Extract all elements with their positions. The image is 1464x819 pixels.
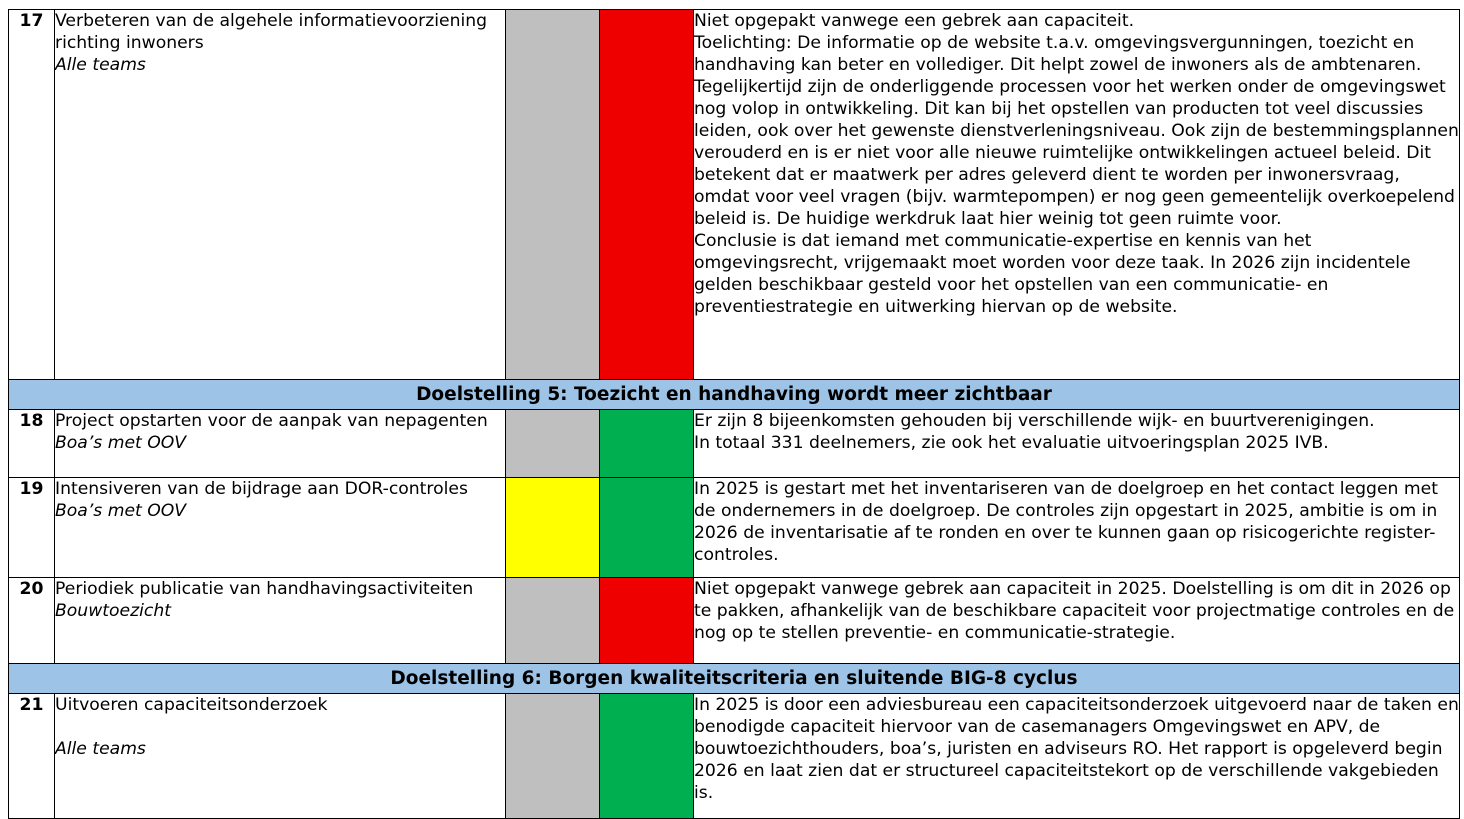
progress-description	[694, 478, 1460, 578]
responsible-team: Alle teams	[55, 55, 146, 75]
description-paragraph: Niet opgepakt vanwege gebrek aan capaciteit in 2025. Doelstelling is om dit in 2026 op te pakken, afhankelijk van de beschikbare capaciteit voor projectmatige controles en de nog op te stellen preventie- en communicatie-strategie.	[694, 579, 1455, 643]
action-number: 17	[9, 10, 55, 380]
action-title-cell	[55, 410, 506, 478]
action-title: Intensiveren van de bijdrage aan DOR-controles	[55, 479, 468, 499]
responsible-team: Bouwtoezicht	[55, 601, 171, 621]
status-cell-previous	[506, 10, 600, 380]
action-table	[8, 9, 1460, 819]
status-cell-previous	[506, 694, 600, 819]
description-paragraph: Conclusie is dat iemand met communicatie-expertise en kennis van het omgevingsrecht, vrijgemaakt moet worden voor deze taak. In 2026 zijn incidentele gelden beschikbaar gesteld voor het opstellen van een communicatie- en preventiestrategie en uitwerking hiervan op de website.	[694, 231, 1411, 317]
action-number: 21	[9, 694, 55, 819]
responsible-team: Boa’s met OOV	[55, 501, 187, 521]
goal-header-row	[9, 380, 1460, 410]
status-cell-current	[600, 10, 694, 380]
action-row	[9, 578, 1460, 664]
description-paragraph: In 2025 is door een adviesbureau een capaciteitsonderzoek uitgevoerd naar de taken en benodigde capaciteit hiervoor van de casemanagers Omgevingswet en APV, de bouwtoezichthouders, boa’s, juristen en adviseurs RO. Het rapport is opgeleverd begin 2026 en laat zien dat er structureel capaciteitstekort op de verschillende vakgebieden is.	[694, 695, 1459, 803]
status-cell-current	[600, 410, 694, 478]
goal-header: Doelstelling 5: Toezicht en handhaving wordt meer zichtbaar	[9, 380, 1460, 410]
status-cell-previous	[506, 578, 600, 664]
description-paragraph: In totaal 331 deelnemers, zie ook het evaluatie uitvoeringsplan 2025 IVB.	[694, 433, 1329, 453]
action-title: Periodiek publicatie van handhavingsactiviteiten	[55, 579, 474, 599]
action-number: 19	[9, 478, 55, 578]
action-row	[9, 478, 1460, 578]
action-title: Uitvoeren capaciteitsonderzoek	[55, 695, 328, 715]
action-number: 18	[9, 410, 55, 478]
action-title-cell	[55, 694, 506, 819]
progress-description	[694, 10, 1460, 380]
progress-description	[694, 410, 1460, 478]
action-table-body	[9, 10, 1460, 819]
action-title-cell	[55, 578, 506, 664]
action-title-cell	[55, 478, 506, 578]
goal-header: Doelstelling 6: Borgen kwaliteitscriteria en sluitende BIG-8 cyclus	[9, 664, 1460, 694]
status-cell-current	[600, 578, 694, 664]
spacer	[55, 716, 505, 738]
goal-header-row	[9, 664, 1460, 694]
description-paragraph: Toelichting: De informatie op de website t.a.v. omgevingsvergunningen, toezicht en handhaving kan beter en vollediger. Dit helpt zowel de inwoners als de ambtenaren. Tegelijkertijd zijn de onderliggende processen voor het werken onder de omgevingswet nog volop in ontwikkeling. Dit kan bij het opstellen van producten tot veel discussies leiden, ook over het gewenste dienstverleningsniveau. Ook zijn de bestemmingsplannen verouderd en is er niet voor alle nieuwe ruimtelijke ontwikkelingen actueel beleid. Dit betekent dat er maatwerk per adres geleverd dient te worden per inwonersvraag, omdat voor veel vragen (bijv. warmtepompen) er nog geen gemeentelijk overkoepelend beleid is. De huidige werkdruk laat hier weinig tot geen ruimte voor.	[694, 33, 1459, 229]
action-row	[9, 410, 1460, 478]
status-cell-current	[600, 694, 694, 819]
description-paragraph: Er zijn 8 bijeenkomsten gehouden bij verschillende wijk- en buurtverenigingen.	[694, 411, 1375, 431]
status-cell-previous	[506, 410, 600, 478]
status-cell-current	[600, 478, 694, 578]
action-number: 20	[9, 578, 55, 664]
action-row	[9, 694, 1460, 819]
action-title-cell	[55, 10, 506, 380]
progress-description	[694, 694, 1460, 819]
progress-description	[694, 578, 1460, 664]
action-title: Project opstarten voor de aanpak van nepagenten	[55, 411, 488, 431]
status-cell-previous	[506, 478, 600, 578]
action-row	[9, 10, 1460, 380]
responsible-team: Boa’s met OOV	[55, 433, 187, 453]
action-title: Verbeteren van de algehele informatievoorziening richting inwoners	[55, 11, 488, 53]
responsible-team: Alle teams	[55, 739, 146, 759]
description-paragraph: In 2025 is gestart met het inventariseren van de doelgroep en het contact leggen met de ondernemers in de doelgroep. De controles zijn opgestart in 2025, ambitie is om in 2026 de inventarisatie af te ronden en over te kunnen gaan op risicogerichte register-controles.	[694, 479, 1438, 565]
description-paragraph: Niet opgepakt vanwege een gebrek aan capaciteit.	[694, 11, 1135, 31]
